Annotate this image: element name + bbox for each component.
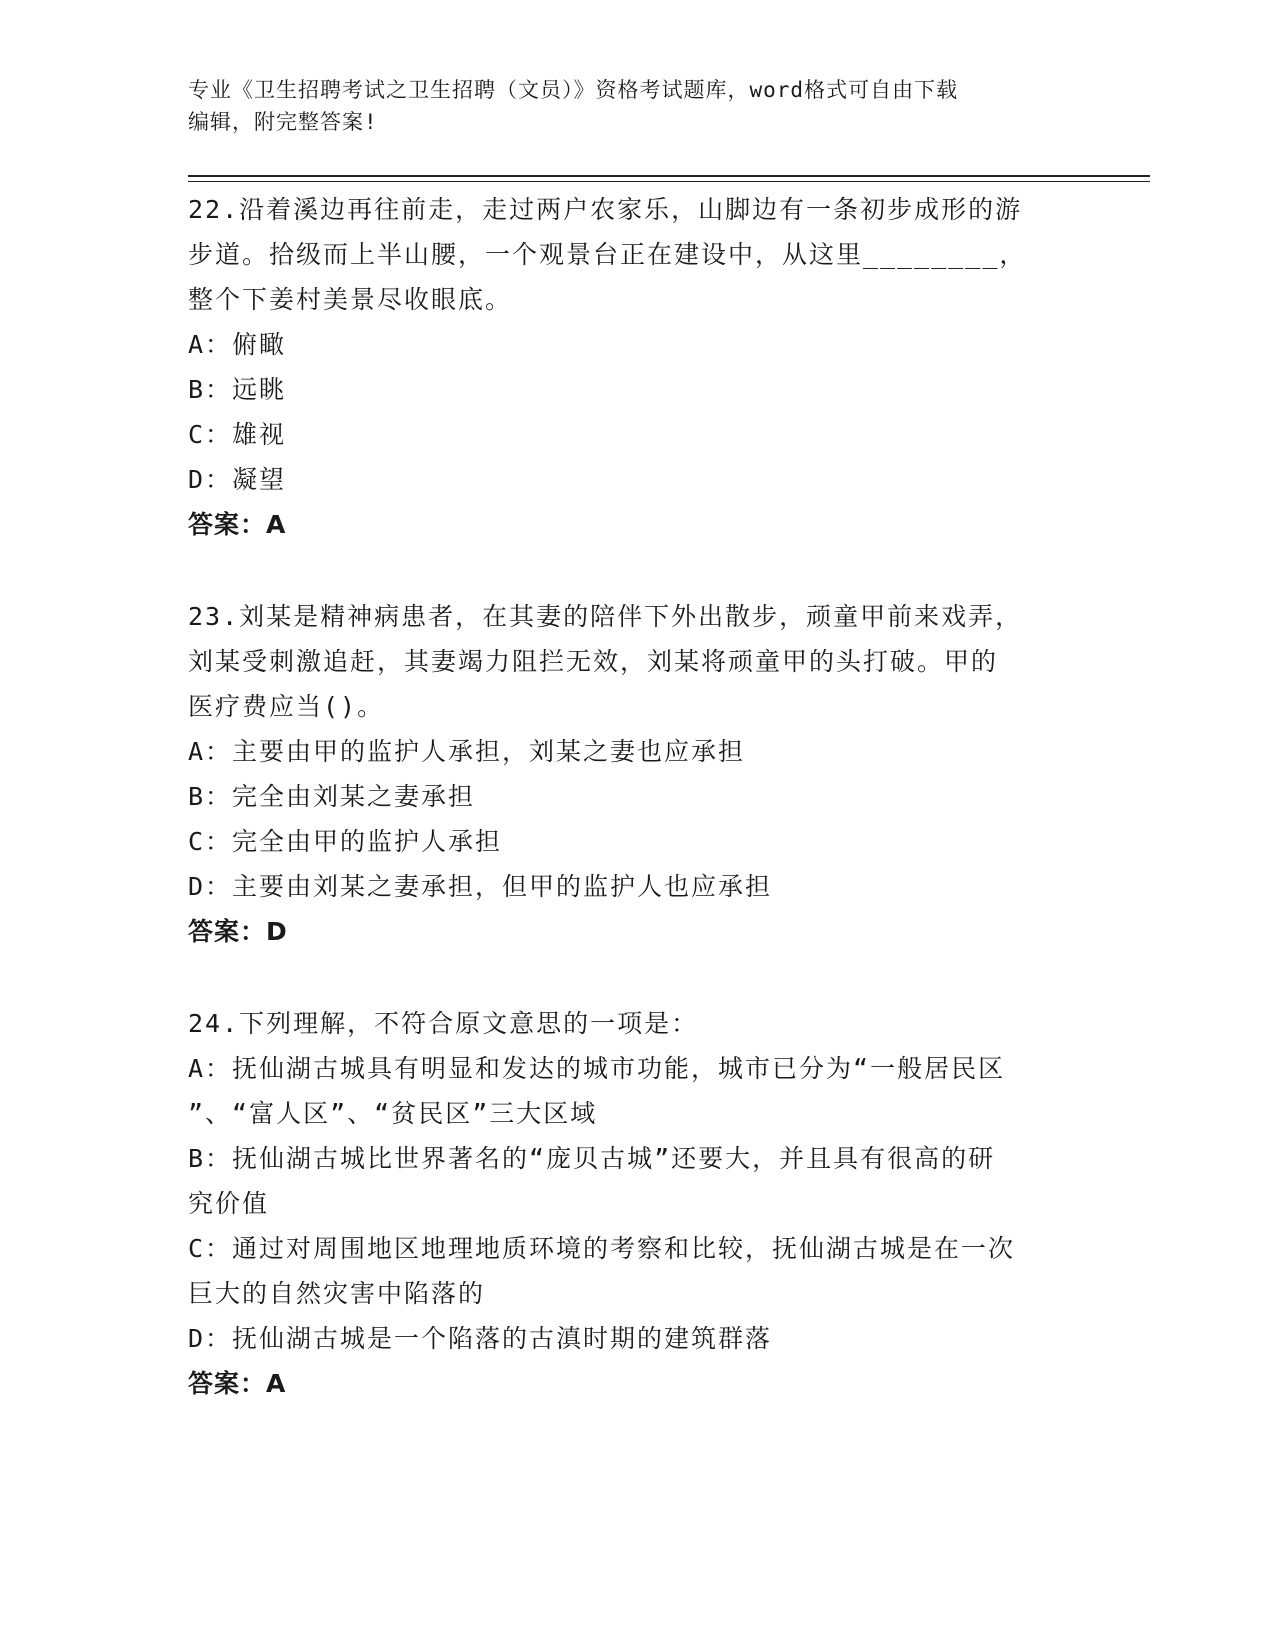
question-23 bbox=[188, 594, 1083, 954]
option-b: B：远眺 bbox=[188, 375, 287, 404]
option-b: B：完全由刘某之妻承担 bbox=[188, 782, 476, 811]
question-22 bbox=[188, 187, 1083, 547]
option-b: B：抚仙湖古城比世界著名的“庞贝古城”还要大，并且具有很高的研 bbox=[188, 1144, 996, 1173]
option-d: D：抚仙湖古城是一个陷落的古滇时期的建筑群落 bbox=[188, 1324, 773, 1353]
header-rule-thin bbox=[188, 181, 1150, 182]
answer-label: 答案：A bbox=[188, 510, 287, 539]
question-stem-line: 步道。拾级而上半山腰，一个观景台正在建设中，从这里________， bbox=[188, 240, 1027, 269]
question-stem-line: 医疗费应当()。 bbox=[188, 692, 385, 721]
option-a-cont: ”、“富人区”、“贫民区”三大区域 bbox=[188, 1099, 598, 1128]
option-a: A：抚仙湖古城具有明显和发达的城市功能，城市已分为“一般居民区 bbox=[188, 1054, 1006, 1083]
question-stem-line: 刘某受刺激追赶，其妻竭力阻拦无效，刘某将顽童甲的头打破。甲的 bbox=[188, 647, 999, 676]
option-c: C：通过对周围地区地理地质环境的考察和比较，抚仙湖古城是在一次 bbox=[188, 1234, 1016, 1263]
option-d: D：凝望 bbox=[188, 465, 287, 494]
question-stem-line: 24.下列理解，不符合原文意思的一项是： bbox=[188, 1009, 699, 1038]
document-header bbox=[188, 74, 1088, 138]
question-list bbox=[188, 187, 1083, 1453]
option-b-cont: 究价值 bbox=[188, 1189, 270, 1218]
question-24 bbox=[188, 1001, 1083, 1406]
option-d: D：主要由刘某之妻承担，但甲的监护人也应承担 bbox=[188, 872, 773, 901]
question-stem-line: 整个下姜村美景尽收眼底。 bbox=[188, 285, 513, 314]
answer-label: 答案：A bbox=[188, 1369, 287, 1398]
header-rule-thick bbox=[188, 175, 1150, 177]
option-c: C：雄视 bbox=[188, 420, 287, 449]
option-a: A：主要由甲的监护人承担，刘某之妻也应承担 bbox=[188, 737, 746, 766]
question-stem-line: 23.刘某是精神病患者，在其妻的陪伴下外出散步，顽童甲前来戏弄， bbox=[188, 602, 1023, 631]
header-line-1: 专业《卫生招聘考试之卫生招聘（文员）》资格考试题库，word格式可自由下载 bbox=[188, 78, 959, 102]
header-line-2: 编辑，附完整答案! bbox=[188, 110, 378, 134]
answer-label: 答案：D bbox=[188, 917, 288, 946]
question-stem-line: 22.沿着溪边再往前走，走过两户农家乐，山脚边有一条初步成形的游 bbox=[188, 195, 1023, 224]
option-c-cont: 巨大的自然灾害中陷落的 bbox=[188, 1279, 486, 1308]
option-a: A：俯瞰 bbox=[188, 330, 287, 359]
option-c: C：完全由甲的监护人承担 bbox=[188, 827, 503, 856]
